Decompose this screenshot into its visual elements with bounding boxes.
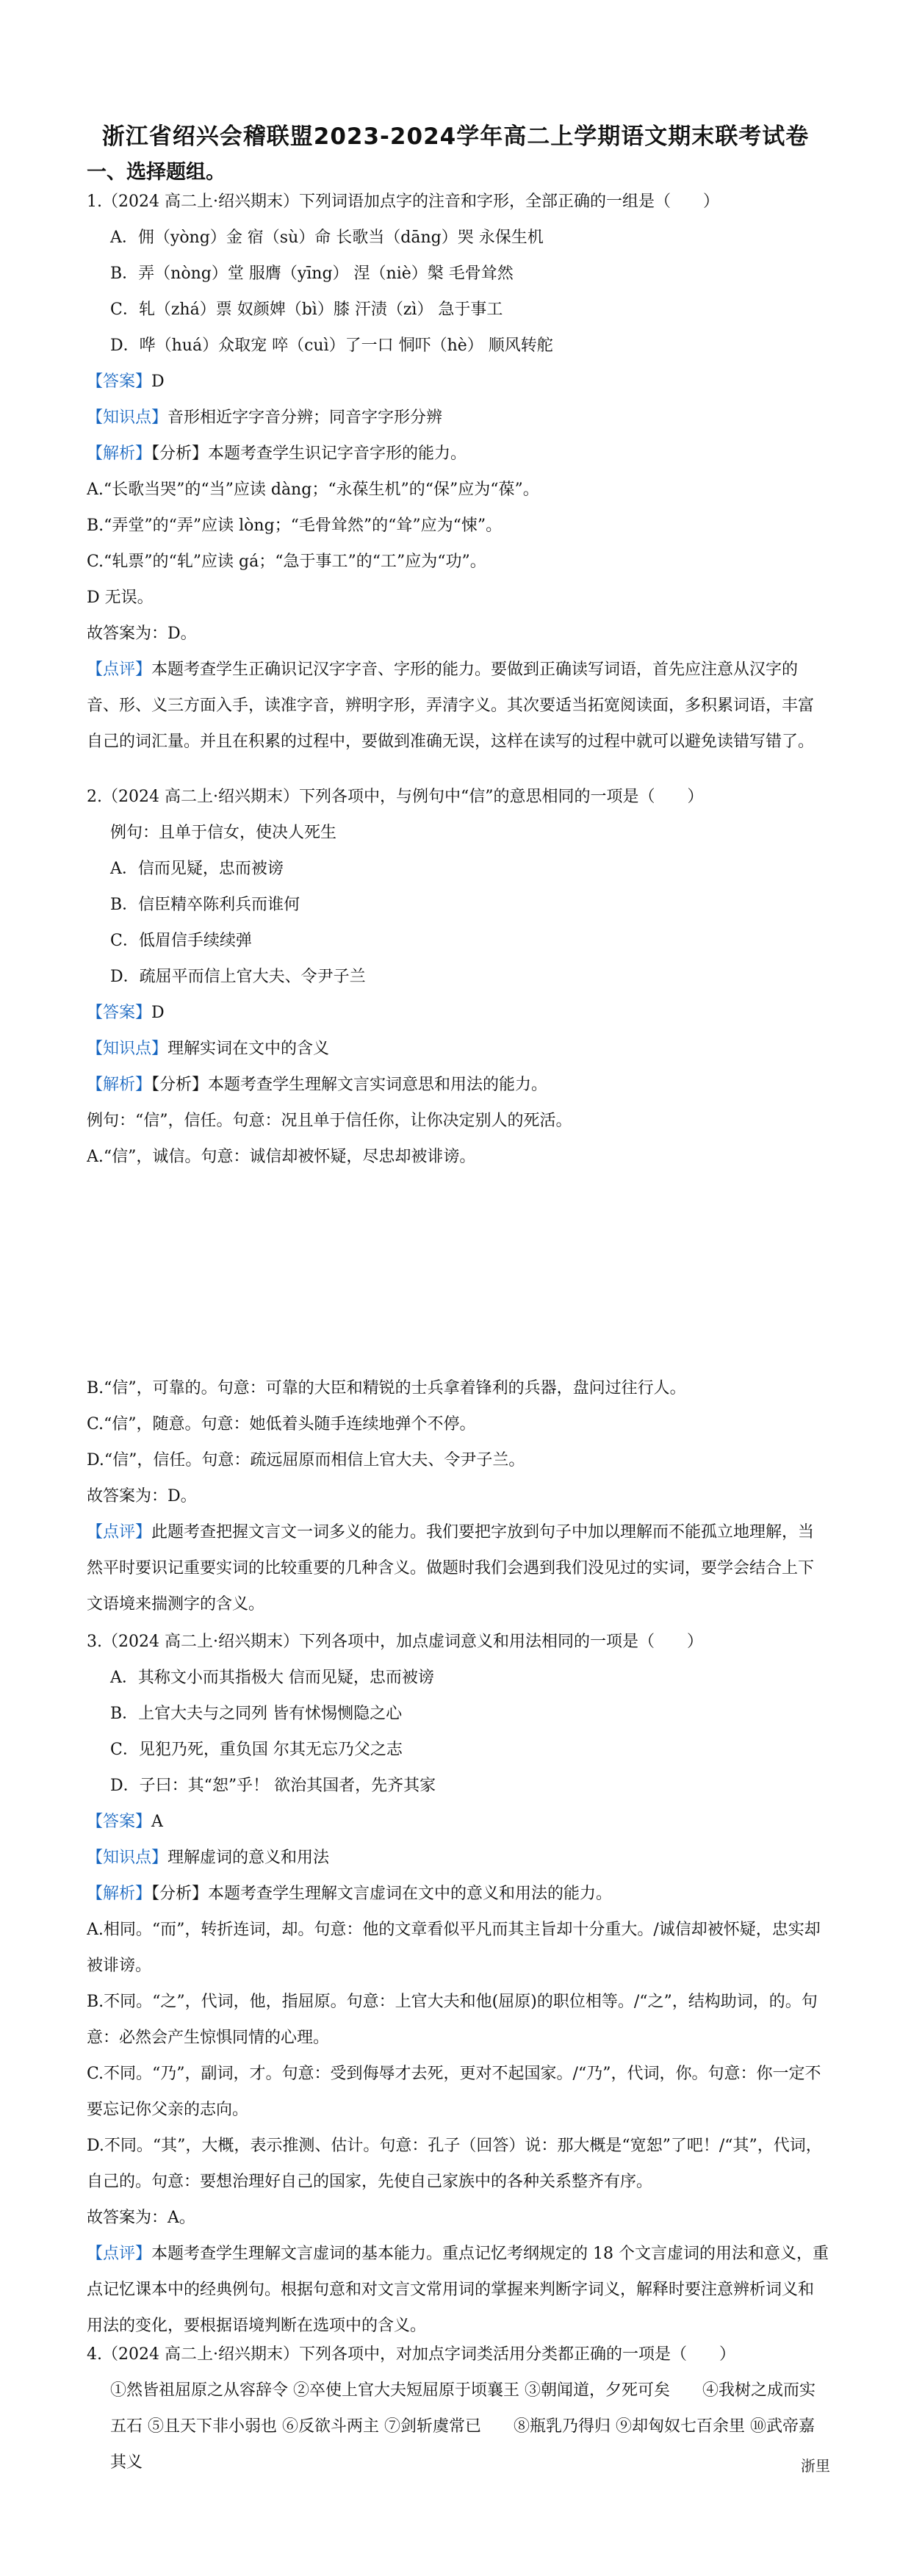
comment-text: 此题考查把握文言文一词多义的能力。我们要把字放到句子中加以理解而不能孤立地理解，当然平时要识记重要实词的比较重要的几种含义。做题时我们会遇到我们没见过的实词，要学会结合上下文语境来揣测字的含义。	[87, 1523, 815, 1613]
option-b: B．信臣精卒陈利兵而谁何	[110, 896, 300, 914]
comment-label: 【点评】	[87, 1523, 152, 1541]
question-2	[87, 779, 829, 1175]
example-sentence: 例句：且单于信女，使决人死生	[110, 824, 337, 842]
question-stem: 3.（2024 高二上·绍兴期末）下列各项中，加点虚词意义和用法相同的一项是（ ）	[87, 1633, 703, 1651]
analysis-text: A.“信”，诚信。句意：诚信却被怀疑，尽忠却被诽谤。	[87, 1148, 476, 1166]
knowledge-label: 【知识点】	[87, 1849, 168, 1867]
answer-label: 【答案】	[87, 1813, 152, 1831]
question-2-continued	[87, 1370, 829, 1622]
analysis-label: 【解析】	[87, 445, 152, 463]
answer-label: 【答案】	[87, 373, 152, 391]
option-d: D．哗（huá）众取宠 啐（cuì）了一口 恫吓（hè） 顺风转舵	[110, 337, 553, 355]
analysis-text: C.“信”，随意。句意：她低着头随手连续地弹个不停。	[87, 1415, 476, 1433]
analysis-text: 故答案为：D。	[87, 625, 197, 643]
option-a: A．其称文小而其指极大 信而见疑，忠而被谤	[110, 1669, 434, 1687]
comment-paragraph	[87, 1514, 829, 1622]
analysis-text: B.“弄堂”的“弄”应读 lòng；“毛骨耸然”的“耸”应为“悚”。	[87, 517, 503, 535]
option-b: B．上官大夫与之同列 皆有怵惕恻隐之心	[110, 1705, 403, 1723]
analysis-text: A.“长歌当哭”的“当”应读 dàng；“永葆生机”的“保”应为“葆”。	[87, 481, 539, 499]
comment-label: 【点评】	[87, 661, 152, 679]
analysis-text: B.“信”，可靠的。句意：可靠的大臣和精锐的士兵拿着锋利的兵器，盘问过往行人。	[87, 1379, 686, 1397]
knowledge-line	[87, 1840, 829, 1876]
section-heading: 一、选择题组。	[87, 161, 226, 184]
option-a: A．佣（yòng）金 宿（sù）命 长歌当（dāng）哭 永保生机	[110, 229, 544, 247]
analysis-text: D.“信”，信任。句意：疏远屈原而相信上官大夫、令尹子兰。	[87, 1451, 525, 1469]
analysis-head: 【分析】本题考查学生识记字音字形的能力。	[151, 445, 467, 463]
comment-label: 【点评】	[87, 2245, 152, 2263]
comment-text: 本题考查学生正确识记汉字字音、字形的能力。要做到正确读写词语，首先应注意从汉字的音、形、义三方面入手，读准字音，辨明字形，弄清字义。其次要适当拓宽阅读面，多积累词语，丰富自己的词汇量。并且在积累的过程中，要做到准确无误，这样在读写的过程中就可以避免读错写错了。	[87, 661, 815, 751]
analysis-paragraph: B.不同。“之”，代词，他，指屈原。句意：上官大夫和他(屈原)的职位相等。/“之”，结构助词，的。句意：必然会产生惊惧同情的心理。	[87, 1993, 818, 2047]
answer-value: A	[151, 1813, 163, 1831]
analysis-line	[87, 1876, 829, 1912]
question-4	[87, 2336, 829, 2480]
answer-line	[87, 1804, 829, 1840]
knowledge-value: 音形相近字字音分辨；同音字字形分辨	[168, 409, 443, 427]
answer-value: D	[151, 1004, 165, 1022]
option-d: D．子曰：其“恕”乎！ 欲治其国者，先齐其家	[110, 1777, 436, 1795]
analysis-paragraph: C.不同。“乃”，副词，才。句意：受到侮辱才去死，更对不起国家。/“乃”，代词，你。句意：你一定不要忘记你父亲的志向。	[87, 2065, 821, 2119]
analysis-head: 【分析】本题考查学生理解文言实词意思和用法的能力。	[151, 1076, 548, 1094]
analysis-text: 故答案为：A。	[87, 2209, 195, 2227]
option-c: C．见犯乃死，重负国 尔其无忘乃父之志	[110, 1741, 403, 1759]
analysis-label: 【解析】	[87, 1076, 152, 1094]
knowledge-value: 理解虚词的意义和用法	[168, 1849, 330, 1867]
analysis-text: D 无误。	[87, 589, 154, 607]
option-c: C．低眉信手续续弹	[110, 932, 252, 950]
question-1	[87, 184, 829, 760]
knowledge-label: 【知识点】	[87, 1040, 168, 1058]
analysis-line	[87, 1067, 829, 1103]
knowledge-line	[87, 400, 829, 436]
question-items: ①然皆祖屈原之从容辞令 ②卒使上官大夫短屈原于顷襄王 ③朝闻道，夕死可矣 ④我树之成而实五石 ⑤且天下非小弱也 ⑥反欲斗两主 ⑦剑斩虞常已 ⑧瓶乳乃得归 ⑨却匈奴七百余里 ⑩武帝嘉其义	[110, 2381, 815, 2472]
analysis-head: 【分析】本题考查学生理解文言虚词在文中的意义和用法的能力。	[151, 1885, 613, 1903]
analysis-label: 【解析】	[87, 1885, 152, 1903]
answer-label: 【答案】	[87, 1004, 152, 1022]
analysis-text: 例句：“信”，信任。句意：况且单于信任你，让你决定别人的死活。	[87, 1112, 572, 1130]
question-3	[87, 1624, 829, 2344]
analysis-text: 故答案为：D。	[87, 1487, 197, 1505]
answer-line	[87, 995, 829, 1031]
answer-value: D	[151, 373, 165, 391]
question-stem: 4.（2024 高二上·绍兴期末）下列各项中，对加点字词类活用分类都正确的一项是（ ）	[87, 2345, 735, 2364]
option-d: D．疏屈平而信上官大夫、令尹子兰	[110, 968, 366, 986]
analysis-text: C.“轧票”的“轧”应读 gá；“急于事工”的“工”应为“功”。	[87, 553, 486, 571]
option-c: C．轧（zhá）票 奴颜婢（bì）膝 汗渍（zì） 急于事工	[110, 301, 503, 319]
question-stem: 1.（2024 高二上·绍兴期末）下列词语加点字的注音和字形，全部正确的一组是（ ）	[87, 193, 719, 211]
comment-paragraph	[87, 2236, 829, 2344]
knowledge-value: 理解实词在文中的含义	[168, 1040, 330, 1058]
option-a: A．信而见疑，忠而被谤	[110, 860, 284, 878]
comment-paragraph	[87, 652, 829, 760]
analysis-line	[87, 436, 829, 472]
knowledge-label: 【知识点】	[87, 409, 168, 427]
comment-text: 本题考查学生理解文言虚词的基本能力。重点记忆考纲规定的 18 个文言虚词的用法和意义，重点记忆课本中的经典例句。根据句意和对文言文常用词的掌握来判断字词义，解释时要注意辨析词义和用法的变化，要根据语境判断在选项中的含义。	[87, 2245, 829, 2335]
answer-line	[87, 364, 829, 400]
page-title: 浙江省绍兴会稽联盟2023-2024学年高二上学期语文期末联考试卷	[101, 123, 810, 150]
option-b: B．弄（nòng）堂 服膺（yīng） 涅（niè）槃 毛骨耸然	[110, 265, 514, 283]
question-stem: 2.（2024 高二上·绍兴期末）下列各项中，与例句中“信”的意思相同的一项是（ ）	[87, 788, 704, 806]
knowledge-line	[87, 1031, 829, 1067]
analysis-paragraph: A.相同。“而”，转折连词，却。句意：他的文章看似平凡而其主旨却十分重大。/诚信却被怀疑，忠实却被诽谤。	[87, 1921, 821, 1975]
page-footer: 浙里	[801, 2457, 830, 2475]
analysis-paragraph: D.不同。“其”，大概，表示推测、估计。句意：孔子（回答）说：那大概是“宽恕”了吧！/“其”，代词，自己的。句意：要想治理好自己的国家，先使自己家族中的各种关系整齐有序。	[87, 2137, 822, 2191]
